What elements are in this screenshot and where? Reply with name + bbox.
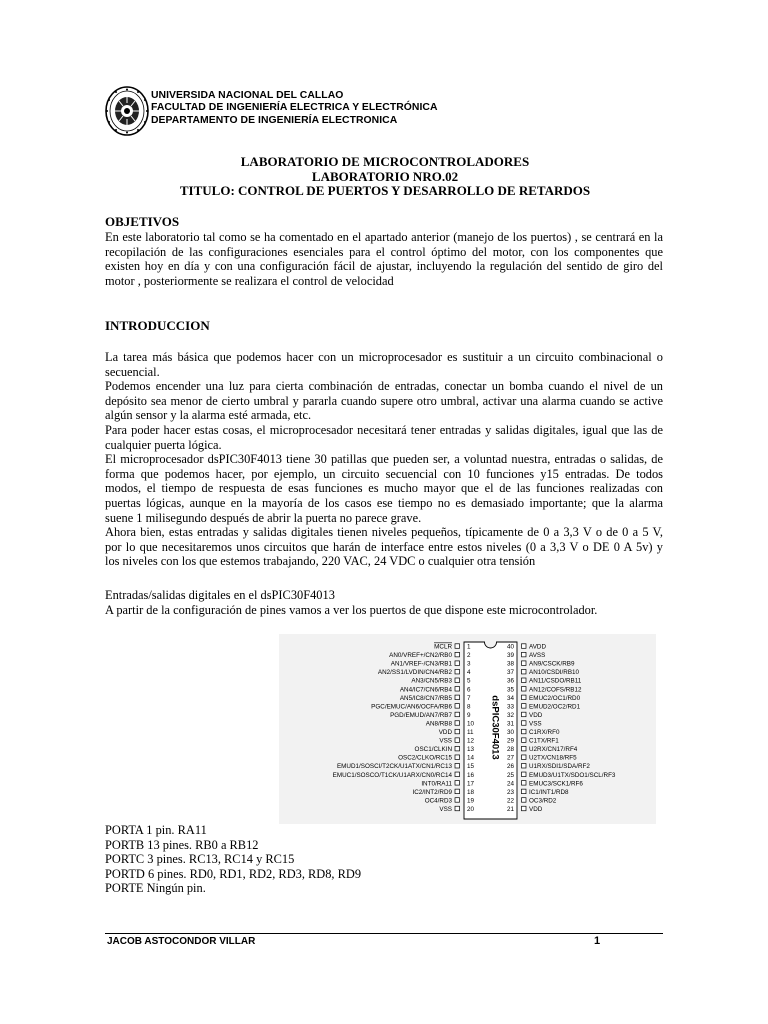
pin-box-left <box>455 669 460 674</box>
pin-box-left <box>455 729 460 734</box>
pin-box-right <box>522 781 527 786</box>
pin-number-right: 33 <box>506 703 514 711</box>
pin-name-left: OSC1/CLKIN <box>414 746 452 754</box>
pin-box-left <box>455 806 460 811</box>
pin-name-left: OSC2/CLKO/RC15 <box>398 754 452 762</box>
pin-number-right: 25 <box>506 771 514 779</box>
text-line: los niveles con los que estemos trabajando, 220 VAC, 24 VDC o cualquier otra tensión <box>105 554 536 569</box>
pin-number-left: 11 <box>467 729 474 736</box>
pin-number-left: 10 <box>467 720 475 728</box>
institution-line-faculty: FACULTAD DE INGENIERÍA ELECTRICA Y ELECTRÓNICA <box>151 102 438 114</box>
pin-number-left: 19 <box>467 797 475 805</box>
pin-name-left: PGC/EMUC/AN6/OCFA/RB6 <box>371 703 452 711</box>
introduccion-paragraph <box>105 350 663 569</box>
pin-name-left: INT0/RA11 <box>421 780 452 788</box>
pin-name-left: IC2/INT2/RD9 <box>412 788 452 796</box>
pin-name-right: C1TX/RF1 <box>529 737 559 745</box>
pin-box-right <box>522 729 527 734</box>
pin-number-left: 13 <box>467 746 475 754</box>
pin-name-left: AN5/IC8/CN7/RB5 <box>399 694 452 702</box>
pin-number-right: 21 <box>506 805 514 813</box>
pin-number-right: 30 <box>506 729 514 736</box>
entradas-paragraph <box>105 588 663 617</box>
document-title-block <box>105 155 665 199</box>
pin-box-right <box>522 695 527 700</box>
port-d-line: PORTD 6 pines. RD0, RD1, RD2, RD3, RD8, RD9 <box>105 866 362 881</box>
pin-number-left: 20 <box>467 805 475 813</box>
text-line: Para poder hacer estas cosas, el microprocesador necesitará tener entradas y salidas digitales, igual que las de <box>105 422 663 437</box>
pin-name-right: EMUC2/OC1/RD0 <box>529 694 581 702</box>
pin-name-left: PGD/EMUD/AN7/RB7 <box>390 711 452 719</box>
pin-box-right <box>522 704 527 709</box>
text-line: forma que podemos hacer, por ejemplo, un circuito secuencial con 10 funciones y15 entradas. De todos <box>105 466 663 481</box>
pin-box-left <box>455 721 460 726</box>
pin-box-right <box>522 712 527 717</box>
pin-name-right: U2TX/CN18/RF5 <box>529 754 577 762</box>
pinout-diagram-svg <box>279 634 656 824</box>
footer-divider <box>105 933 663 934</box>
pin-box-right <box>522 789 527 794</box>
pin-number-right: 23 <box>506 788 514 796</box>
pin-number-left: 18 <box>467 788 475 796</box>
pin-number-right: 35 <box>506 686 514 694</box>
port-a-line: PORTA 1 pin. RA11 <box>105 823 207 837</box>
pin-box-left <box>455 738 460 743</box>
pin-box-right <box>522 746 527 751</box>
ports-list <box>105 823 361 896</box>
pin-box-right <box>522 721 527 726</box>
pin-number-left: 4 <box>467 669 471 677</box>
pin-number-right: 32 <box>506 711 514 719</box>
pin-box-left <box>455 789 460 794</box>
pin-name-right: AVDD <box>529 643 547 651</box>
pin-name-right: VDD <box>529 805 543 813</box>
pin-number-right: 26 <box>506 763 514 771</box>
pin-name-right: EMUD2/OC2/RD1 <box>529 703 581 711</box>
pin-box-left <box>455 644 460 649</box>
pin-number-left: 15 <box>467 763 475 771</box>
port-b-line: PORTB 13 pines. RB0 a RB12 <box>105 837 259 852</box>
pin-box-left <box>455 687 460 692</box>
pin-number-left: 16 <box>467 771 475 779</box>
pin-box-left <box>455 781 460 786</box>
text-line: Entradas/salidas digitales en el dsPIC30F4013 <box>105 588 335 602</box>
pin-number-right: 38 <box>506 660 514 668</box>
pin-name-left: AN8/RB8 <box>425 720 452 728</box>
objetivos-heading: OBJETIVOS <box>105 214 180 229</box>
text-line: Ahora bien, estas entradas y salidas digitales tienen niveles pequeños, típicamente de 0 a 3,3 V o de 0 a 5 V, <box>105 525 663 540</box>
pin-number-left: 14 <box>467 754 475 762</box>
pin-number-left: 2 <box>467 652 471 660</box>
pin-number-right: 24 <box>506 780 514 788</box>
pin-number-right: 22 <box>506 797 514 805</box>
pin-name-left: VDD <box>438 729 452 736</box>
pin-number-left: 3 <box>467 660 471 668</box>
objetivos-paragraph <box>105 230 663 288</box>
pin-name-right: AVSS <box>529 652 546 660</box>
text-line: por lo que necesitaremos unos circuitos que harán de interface entre estos niveles (0 a 3,3 V o DE 0 A 5v) y <box>105 539 663 554</box>
pin-number-right: 36 <box>506 677 514 685</box>
pin-name-right: C1RX/RF0 <box>529 729 560 736</box>
pin-name-right: IC1/INT1/RD8 <box>529 788 569 796</box>
pin-box-left <box>455 764 460 769</box>
port-c-line: PORTC 3 pines. RC13, RC14 y RC15 <box>105 852 295 867</box>
pin-box-left <box>455 704 460 709</box>
pin-number-left: 9 <box>467 711 471 719</box>
pin-box-right <box>522 738 527 743</box>
institution-line-university: UNIVERSIDA NACIONAL DEL CALLAO <box>151 90 344 101</box>
pin-box-left <box>455 678 460 683</box>
text-line: modos, el tiempo de respuesta de esas funciones es mucho mayor que el de las funciones realizadas con <box>105 481 663 496</box>
pin-number-right: 29 <box>506 737 514 745</box>
pin-box-left <box>455 755 460 760</box>
pin-box-right <box>522 669 527 674</box>
pin-box-left <box>455 661 460 666</box>
pin-number-left: 17 <box>467 780 475 788</box>
port-e-line: PORTE Ningún pin. <box>105 881 206 896</box>
text-line: recopilación de las configuraciones esenciales para el control óptimo del motor, con los componentes que <box>105 244 663 259</box>
pin-number-left: 8 <box>467 703 471 711</box>
pinout-diagram <box>279 634 656 824</box>
pin-number-right: 31 <box>506 720 514 728</box>
lab-number: LABORATORIO NRO.02 <box>311 168 459 184</box>
pin-box-right <box>522 661 527 666</box>
pin-name-right: VDD <box>529 711 543 719</box>
pin-number-right: 34 <box>506 694 514 702</box>
pin-name-left: AN1/VREF-/CN3/RB1 <box>390 660 452 668</box>
pin-number-left: 7 <box>467 694 471 702</box>
pin-box-left <box>455 712 460 717</box>
university-seal-icon <box>105 86 149 136</box>
pin-name-right: AN10/CSDI/RB10 <box>529 669 580 677</box>
pin-number-right: 40 <box>506 643 514 651</box>
text-line: Podemos encender una luz para cierta combinación de entradas, conectar un bomba cuando el nivel de un <box>105 379 663 394</box>
pin-name-left: VSS <box>439 805 452 813</box>
pin-number-left: 6 <box>467 686 471 694</box>
pin-number-left: 12 <box>467 737 475 745</box>
text-line: El microprocesador dsPIC30F4013 tiene 30 patillas que pueden ser, a voluntad nuestra, entradas o salidas, de <box>105 452 663 467</box>
pin-number-left: 1 <box>467 643 471 651</box>
pin-name-left: VSS <box>439 737 452 745</box>
pin-name-left: EMUC1/SOSCO/T1CK/U1ARX/CN0/RC14 <box>332 771 452 779</box>
pin-name-left: EMUD1/SOSCI/T2CK/U1ATX/CN1/RC13 <box>336 763 452 771</box>
institution-block <box>151 90 438 127</box>
pin-box-right <box>522 806 527 811</box>
pin-name-left: OC4/RD3 <box>424 797 452 805</box>
pin-box-right <box>522 678 527 683</box>
text-line: algún sensor y la alarma esté armada, etc. <box>105 408 312 423</box>
pin-name-right: U1RX/SDI1/SDA/RF2 <box>529 763 590 771</box>
footer-author: JACOB ASTOCONDOR VILLAR <box>107 936 256 947</box>
pin-box-left <box>455 798 460 803</box>
pin-name-left: AN3/CN5/RB3 <box>411 677 452 685</box>
pin-box-left <box>455 746 460 751</box>
text-line: cualquier puerta lógica. <box>105 437 222 452</box>
pin-box-left <box>455 772 460 777</box>
lab-title: TITULO: CONTROL DE PUERTOS Y DESARROLLO DE RETARDOS <box>179 183 591 198</box>
pin-name-left: MCLR <box>434 643 452 651</box>
pin-name-left: AN2/SS1/LVDIN/CN4/RB2 <box>377 669 452 677</box>
pin-box-right <box>522 798 527 803</box>
pin-box-left <box>455 695 460 700</box>
text-line: En este laboratorio tal como se ha comentado en el apartado anterior (manejo de los puertos) , se centrará en la <box>105 230 663 244</box>
pin-name-left: AN0/VREF+/CN2/RB0 <box>389 652 452 660</box>
document-header <box>105 86 665 140</box>
pin-name-right: EMUD3/U1TX/SDO1/SCL/RF3 <box>529 771 616 779</box>
pin-number-left: 5 <box>467 677 471 685</box>
pin-box-right <box>522 772 527 777</box>
course-title: LABORATORIO DE MICROCONTROLADORES <box>240 154 530 169</box>
pin-box-right <box>522 764 527 769</box>
text-line: secuencial. <box>105 364 160 379</box>
pin-box-right <box>522 755 527 760</box>
pin-name-right: AN11/CSDO/RB11 <box>529 677 582 685</box>
pin-box-left <box>455 652 460 657</box>
pin-box-right <box>522 687 527 692</box>
institution-line-department: DEPARTAMENTO DE INGENIERÍA ELECTRONICA <box>151 114 398 126</box>
pin-number-right: 28 <box>506 746 514 754</box>
page-number: 1 <box>594 935 601 947</box>
text-line: depósito sea menor de cierto umbral y pararla cuando supere otro umbral, activar una alarma cuando se active <box>105 393 663 408</box>
pin-name-left: AN4/IC7/CN6/RB4 <box>399 686 452 694</box>
pin-name-right: AN9/CSCK/RB9 <box>529 660 575 668</box>
text-line: La tarea más básica que podemos hacer con un microprocesador es sustituir a un circuito combinacional o <box>105 350 663 364</box>
pin-number-right: 39 <box>506 652 514 660</box>
pin-name-right: EMUC3/SCK1/RF6 <box>529 780 583 788</box>
text-line: motor , posteriormente se realizara el control de velocidad <box>105 273 394 288</box>
pin-name-right: OC3/RD2 <box>529 797 557 805</box>
pin-number-right: 27 <box>506 754 514 762</box>
pin-box-right <box>522 652 527 657</box>
text-line: A partir de la configuración de pines vamos a ver los puertos de que dispone este microcontrolador. <box>105 602 598 617</box>
text-line: existen hoy en día y con una configuración fácil de ajustar, incluyendo la regulación del sentido de giro del <box>105 259 663 274</box>
text-line: puertas lógicas, aunque en la mayoría de los casos ese tiempo no es demasiado importante; que la alarma <box>105 495 663 510</box>
pin-name-right: AN12/COFS/RB12 <box>529 686 582 694</box>
pin-box-right <box>522 644 527 649</box>
pin-name-right: U2RX/CN17/RF4 <box>529 746 578 754</box>
text-line: suene 1 milisegundo después de abrir la puerta no parece grave. <box>105 510 422 525</box>
pin-number-right: 37 <box>506 669 514 677</box>
pin-name-right: VSS <box>529 720 542 728</box>
introduccion-heading: INTRODUCCION <box>105 318 210 333</box>
chip-name-label: dsPIC30F4013 <box>489 695 501 760</box>
